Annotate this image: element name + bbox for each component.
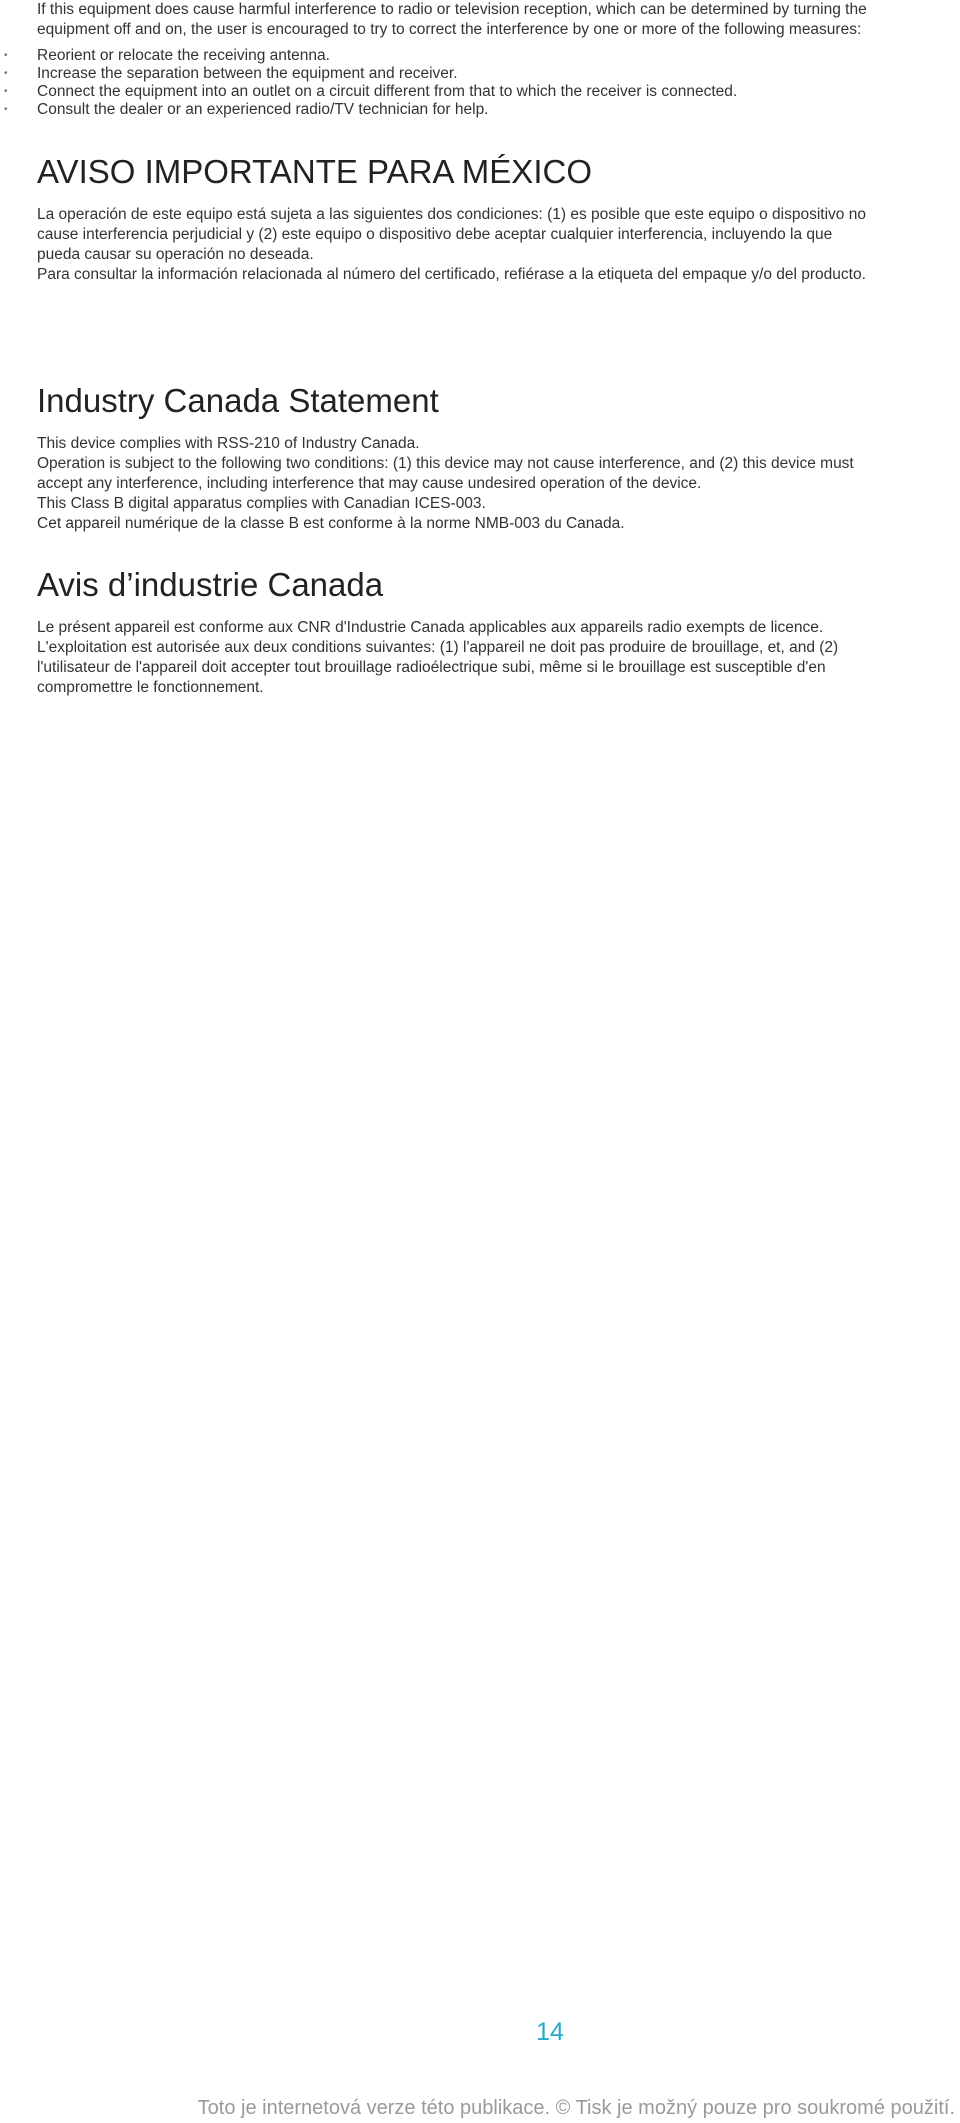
industry-canada-body xyxy=(37,434,867,534)
canada-paragraph-2: Operation is subject to the following two conditions: (1) this device may not cause interference, and (2) this device must accept any interference, including interference that may cause undesired operation of the device. xyxy=(37,455,854,492)
mexico-section-heading: AVISO IMPORTANTE PARA MÉXICO xyxy=(37,153,592,190)
bullet-icon: • xyxy=(4,68,8,79)
list-item xyxy=(4,83,867,101)
canada-paragraph-4: Cet appareil numérique de la classe B est conforme à la norme NMB-003 du Canada. xyxy=(37,515,625,532)
list-item xyxy=(4,101,867,119)
canada-paragraph-3: This Class B digital apparatus complies with Canadian ICES-003. xyxy=(37,495,486,512)
avis-paragraph-1: Le présent appareil est conforme aux CNR d'Industrie Canada applicables aux appareils radio exempts de licence. xyxy=(37,619,824,636)
bullet-icon: • xyxy=(4,50,8,61)
list-item-text: Consult the dealer or an experienced radio/TV technician for help. xyxy=(37,101,489,118)
list-item xyxy=(4,65,867,83)
mexico-paragraph-2: Para consultar la información relacionada al número del certificado, refiérase a la etiqueta del empaque y/o del producto. xyxy=(37,266,866,283)
canada-paragraph-1: This device complies with RSS-210 of Industry Canada. xyxy=(37,435,420,452)
avis-canada-body xyxy=(37,618,867,698)
mexico-section-body xyxy=(37,205,867,285)
mexico-paragraph-1: La operación de este equipo está sujeta a las siguientes dos condiciones: (1) es posible que este equipo o dispositivo no cause interferencia perjudicial y (2) este equipo o dispositivo debe aceptar cualquier interferencia, incluyendo la que pueda causar su operación no deseada. xyxy=(37,206,866,263)
measures-list xyxy=(4,47,867,119)
bullet-icon: • xyxy=(4,104,8,115)
avis-canada-heading: Avis d’industrie Canada xyxy=(37,566,384,603)
footer-notice: Toto je internetová verze této publikace. © Tisk je možný pouze pro soukromé použití. xyxy=(197,2097,955,2119)
page-number: 14 xyxy=(536,2018,564,2046)
industry-canada-heading: Industry Canada Statement xyxy=(37,382,439,419)
list-item-text: Connect the equipment into an outlet on a circuit different from that to which the receiver is connected. xyxy=(37,83,738,100)
list-item xyxy=(4,47,867,65)
document-page xyxy=(4,0,867,698)
avis-paragraph-2: L'exploitation est autorisée aux deux conditions suivantes: (1) l'appareil ne doit pas produire de brouillage, et, and (2) l'utilisateur de l'appareil doit accepter tout brouillage radioélectrique subi, même si le brouillage est susceptible d'en compromettre le fonctionnement. xyxy=(37,639,839,696)
bullet-icon: • xyxy=(4,86,8,97)
list-item-text: Increase the separation between the equipment and receiver. xyxy=(37,65,458,82)
fcc-intro-paragraph: If this equipment does cause harmful interference to radio or television reception, which can be determined by turning the equipment off and on, the user is encouraged to try to correct the interference by one or more of the following measures: xyxy=(37,1,867,38)
list-item-text: Reorient or relocate the receiving antenna. xyxy=(37,47,330,64)
